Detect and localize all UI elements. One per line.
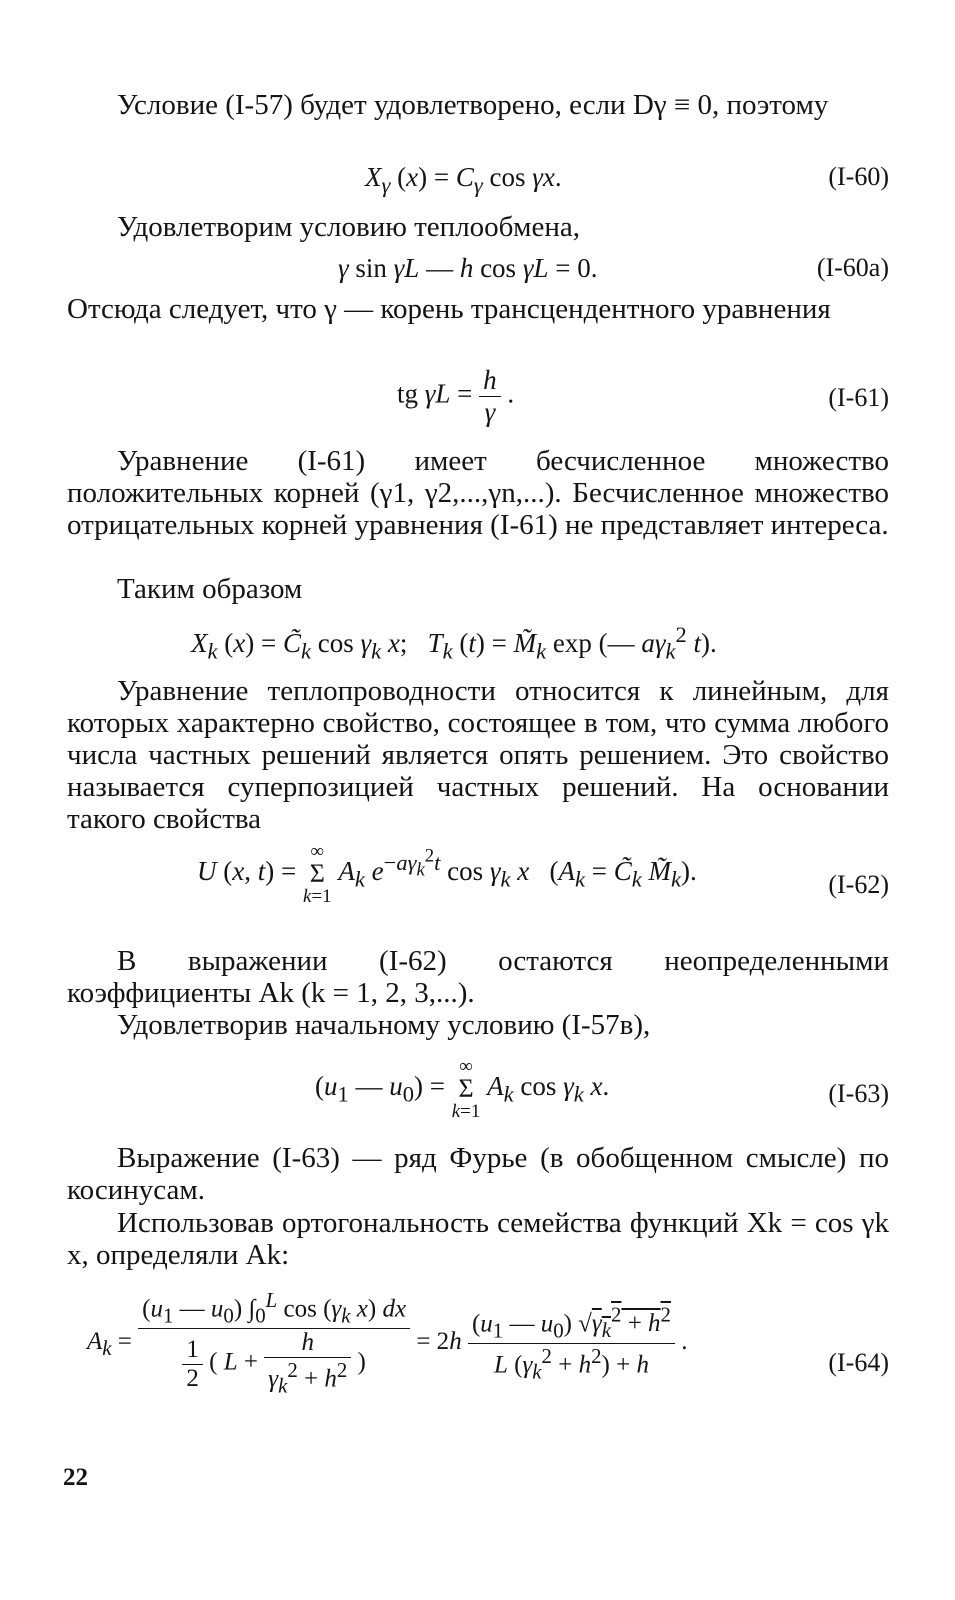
paragraph-coefficients: В выражении (I-62) остаются неопределенными коэффициенты Ak (k = 1, 2, 3,...). — [67, 945, 889, 1009]
equation-xk-tk-formula: $X_k$ $(x) = C̃_k$ $\cos \gamma_k$ x; $T_k$ $(t) = M̃_k$ exp (— $a\gamma_k^2$ t). — [191, 622, 717, 664]
paragraph-fourier: Выражение (I-63) — ряд Фурье (в обобщенном смысле) по косинусам. — [67, 1142, 889, 1206]
equation-i-62 — [67, 842, 889, 922]
equation-number: (I-64) — [828, 1348, 889, 1377]
page-number: 22 — [63, 1464, 88, 1491]
equation-i-64-formula: $A_k$ = ($u_1$ — $u_0$) $\int_0^L$ $\cos (\gamma_k$ x) dx $\frac{1}{2}$ ( L + $\frac{h}{\gamma_k^2 + h^2}$ ) = 2h $\frac{(u_1 — u_0) √\gamma_k^2 + h^2}{L (\gamma_k^2 + h^2) + h}$ . — [87, 1288, 688, 1398]
equation-i-63-formula: ($u_1$ — $u_0$) = ∞ Σ k=1 $A_k$ $\cos \gamma_k$ x. — [315, 1056, 610, 1122]
equation-i-60a — [67, 253, 889, 293]
paragraph-condition: Условие (I-57) будет удовлетворено, если Dγ ≡ 0, поэтому — [117, 89, 829, 121]
equation-number: (I-60a) — [816, 253, 889, 282]
equation-i-60a-formula: γ sin γL — h cos γL = 0. — [338, 253, 598, 283]
paragraph-roots: Уравнение (I-61) имеет бесчисленное множество положительных корней (γ1, γ2,...,γn,...). Бесчисленное множество отрицательных корней уравнения (I-61) не представляет интереса. — [67, 445, 889, 541]
paragraph-initial-condition: Удовлетворив начальному условию (I-57в), — [117, 1009, 651, 1041]
equation-i-64 — [67, 1278, 889, 1448]
equation-number: (I-61) — [828, 383, 889, 412]
equation-i-63 — [67, 1057, 889, 1132]
paragraph-superposition: Уравнение теплопроводности относится к линейным, для которых характерно свойство, состоящее в том, что сумма любого числа частных решений является опять решением. Это свойство называется суперпозицией частных решений. На основании такого свойства — [67, 675, 889, 835]
paragraph-heat-exchange: Удовлетворим условию теплообмена, — [117, 211, 581, 243]
equation-i-62-formula: U (x, t) = ∞ Σ k=1 $A_k$ $e^{-a\gamma_k^2t}$ $\cos \gamma_k$ x ($A_k$ = $C̃_k$ $M̃_k$). — [197, 841, 697, 907]
paragraph-orthogonality: Использовав ортогональность семейства функций Xk = cos γk x, определяли Ak: — [67, 1207, 889, 1271]
equation-i-60-formula: $X_\gamma$ $(x) = C_\gamma$ cos γx. — [365, 162, 562, 198]
equation-number: (I-62) — [828, 870, 889, 899]
equation-number: (I-63) — [828, 1079, 889, 1108]
equation-xk-tk — [67, 622, 889, 662]
paragraph-thus: Таким образом — [117, 573, 303, 605]
equation-i-61 — [67, 365, 889, 435]
equation-i-61-formula: tg γL = $\frac{h}{\gamma}$ . — [397, 365, 515, 427]
paragraph-transcendental: Отсюда следует, что γ — корень трансцендентного уравнения — [67, 293, 831, 325]
equation-i-60 — [67, 162, 889, 202]
equation-number: (I-60) — [828, 162, 889, 191]
